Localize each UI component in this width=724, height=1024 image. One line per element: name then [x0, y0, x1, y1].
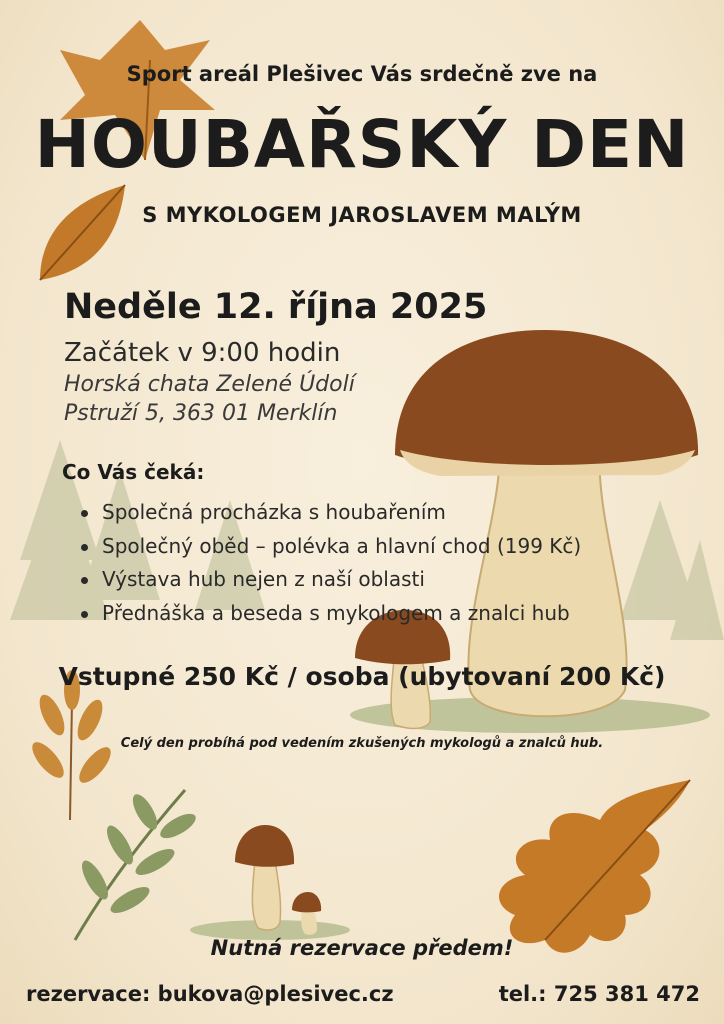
- list-item: Společný oběd – polévka a hlavní chod (199 Kč): [78, 530, 581, 564]
- venue-name: Horská chata Zelené Údolí: [64, 372, 355, 397]
- fern-leaf-icon: [75, 790, 199, 940]
- event-start-time: Začátek v 9:00 hodin: [64, 338, 341, 368]
- oak-leaf-icon: [499, 780, 690, 953]
- guide-note: Celý den probíhá pod vedením zkušených mykologů a znalců hub.: [120, 736, 604, 751]
- list-item: Výstava hub nejen z naší oblasti: [78, 563, 581, 597]
- offer-list: [78, 496, 581, 630]
- offer-heading: Co Vás čeká:: [62, 460, 205, 484]
- mushroom-icon: [235, 825, 321, 935]
- intro-text: Sport areál Plešivec Vás srdečně zve na: [126, 62, 598, 86]
- event-date: Neděle 12. října 2025: [64, 287, 488, 327]
- admission-price: Vstupné 250 Kč / osoba (ubytovaní 200 Kč): [58, 662, 666, 691]
- subtitle: S MYKOLOGEM JAROSLAVEM MALÝM: [142, 203, 582, 227]
- reservation-phone[interactable]: tel.: 725 381 472: [498, 982, 700, 1006]
- venue-address: Pstruží 5, 363 01 Merklín: [64, 401, 338, 426]
- reservation-required: Nutná rezervace předem!: [210, 936, 514, 960]
- list-item: Společná procházka s houbařením: [78, 496, 581, 530]
- leaf-icon: [40, 185, 125, 280]
- page-title: HOUBAŘSKÝ DEN: [34, 106, 690, 183]
- list-item: Přednáška a beseda s mykologem a znalci hub: [78, 597, 581, 631]
- reservation-email[interactable]: rezervace: bukova@plesivec.cz: [26, 982, 394, 1006]
